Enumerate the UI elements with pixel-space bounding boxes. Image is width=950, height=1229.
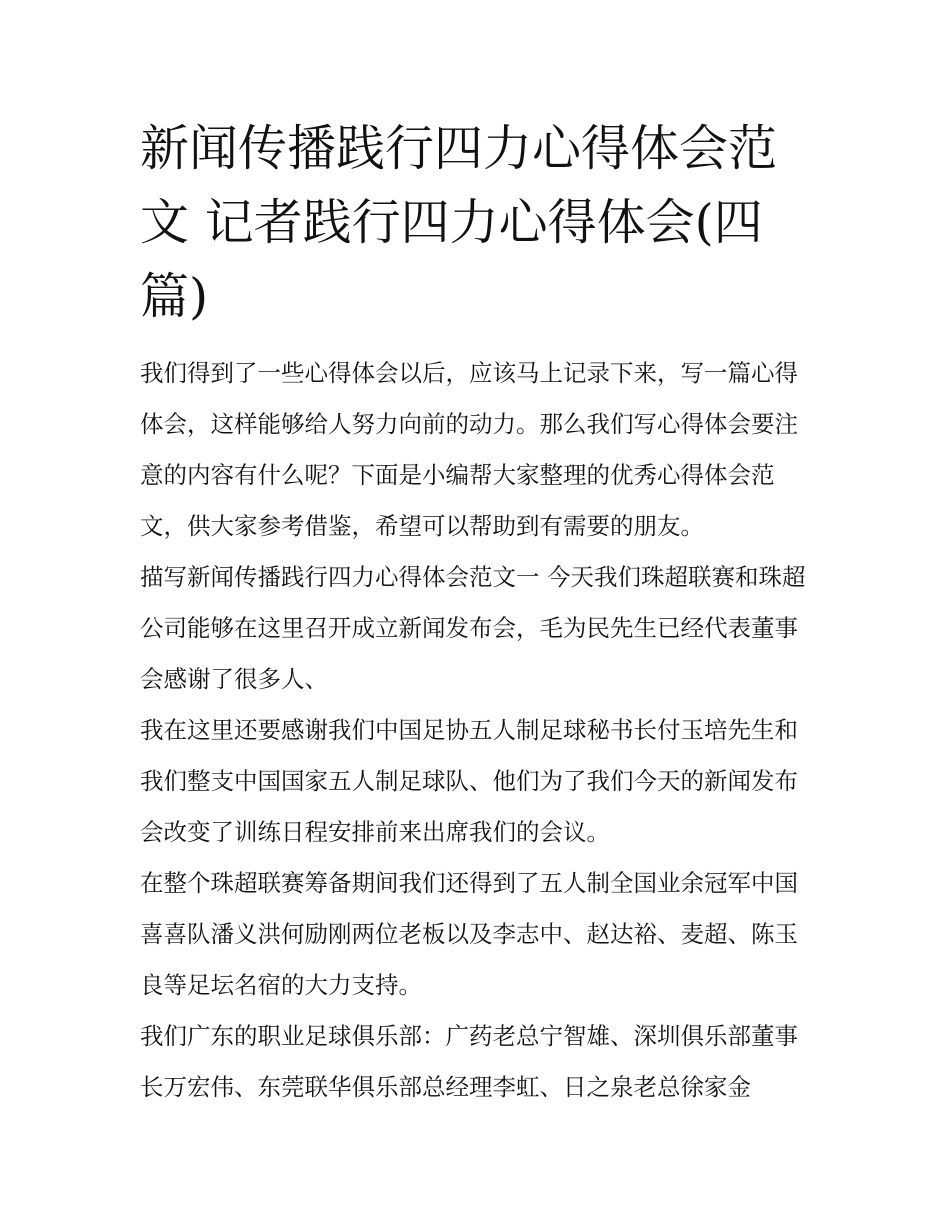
paragraph-thanks-clubs: 我们广东的职业足球俱乐部：广药老总宁智雄、深圳俱乐部董事长万宏伟、东莞联华俱乐部总经理李虹、日之泉老总徐家金 (140, 1022, 798, 1101)
paragraph-thanks-football-association: 我在这里还要感谢我们中国足协五人制足球秘书长付玉培先生和我们整支中国国家五人制足球队、他们为了我们今天的新闻发布会改变了训练日程安排前来出席我们的会议。 (140, 716, 798, 846)
paragraph-essay-one-opening: 描写新闻传播践行四力心得体会范文一 今天我们珠超联赛和珠超公司能够在这里召开成立新闻发布会，毛为民先生已经代表董事会感谢了很多人、 (140, 563, 806, 693)
paragraph-thanks-champions: 在整个珠超联赛筹备期间我们还得到了五人制全国业余冠军中国喜喜队潘义洪何励刚两位老板以及李志中、赵达裕、麦超、陈玉良等足坛名宿的大力支持。 (140, 869, 798, 999)
document-body (140, 112, 812, 1113)
document-title: 新闻传播践行四力心得体会范文 记者践行四力心得体会(四篇) (140, 120, 778, 325)
paragraph-intro: 我们得到了一些心得体会以后，应该马上记录下来，写一篇心得体会，这样能够给人努力向前的动力。那么我们写心得体会要注意的内容有什么呢？下面是小编帮大家整理的优秀心得体会范文，供大家参考借鉴，希望可以帮助到有需要的朋友。 (140, 359, 798, 540)
